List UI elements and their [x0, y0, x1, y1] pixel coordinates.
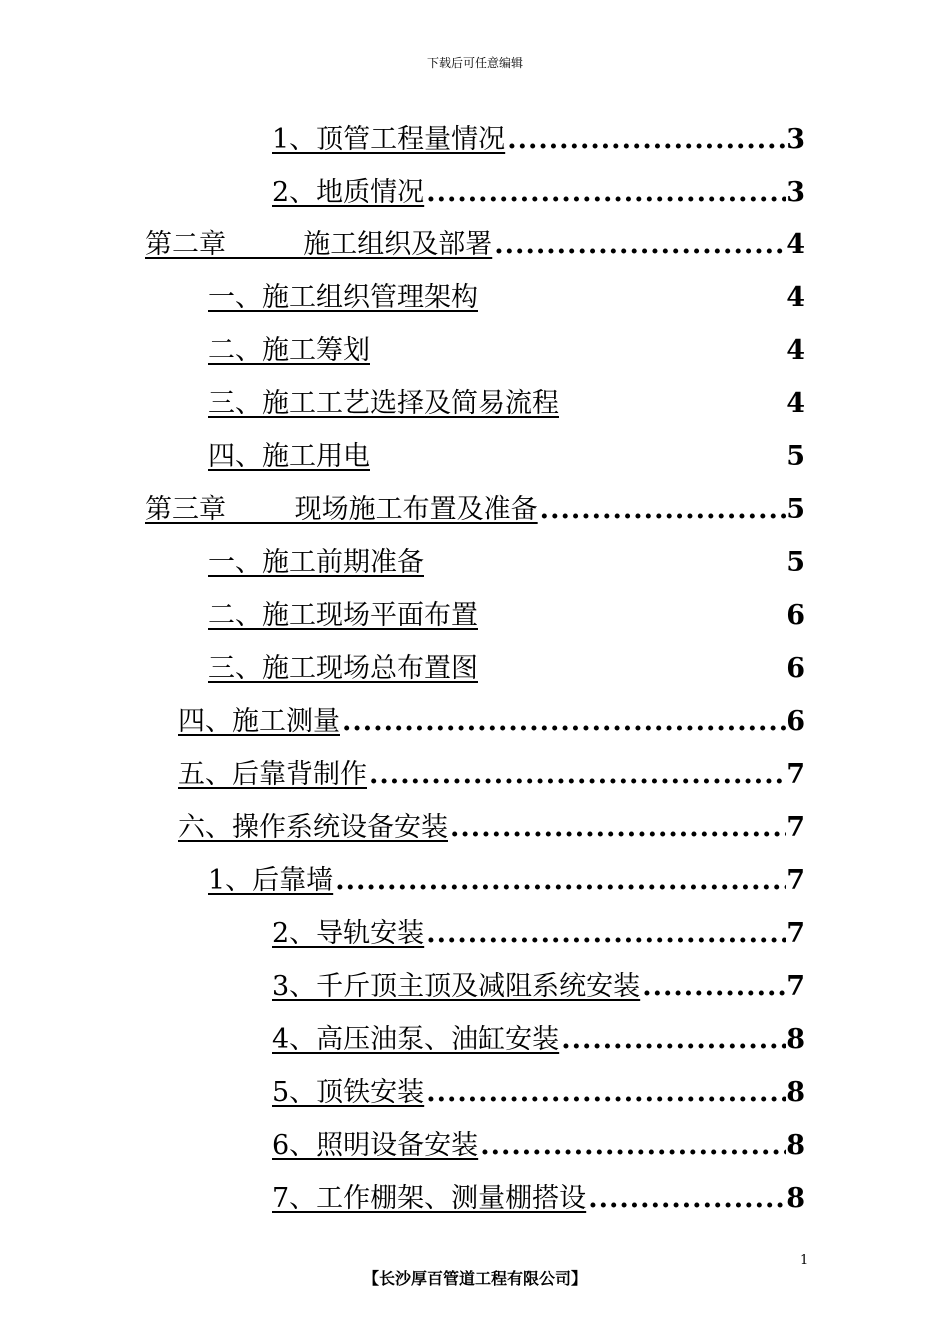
toc-entry-label: 4、高压油泵、油缸安装 [272, 1024, 560, 1055]
toc-entry-label: 第二章 施工组织及部署 [145, 229, 493, 260]
page-number: 1 [800, 1253, 809, 1268]
toc-entry-page: 6 [786, 653, 805, 684]
toc-entry[interactable] [272, 1017, 805, 1057]
toc-entry-label: 二、施工现场平面布置 [208, 600, 478, 631]
toc-dot-leader [450, 811, 786, 845]
toc-dot-leader [588, 1182, 786, 1216]
toc-entry[interactable] [208, 381, 805, 421]
company-footer: 【长沙厚百管道工程有限公司】 [362, 1269, 587, 1288]
toc-dot-leader [426, 917, 786, 951]
toc-entry-label: 5、顶铁安装 [272, 1077, 425, 1108]
toc-entry[interactable] [178, 805, 805, 845]
toc-entry-page: 8 [786, 1024, 805, 1055]
toc-dot-leader [426, 1076, 786, 1110]
toc-entry[interactable] [272, 1123, 805, 1163]
toc-entry-page: 7 [786, 918, 805, 949]
toc-entry-page: 8 [786, 1130, 805, 1161]
toc-entry-page: 7 [786, 812, 805, 843]
toc-entry-page: 6 [786, 706, 805, 737]
toc-dot-leader [642, 970, 786, 1004]
toc-dot-leader [540, 493, 787, 527]
toc-entry-page: 3 [786, 124, 805, 155]
toc-entry-label: 1、顶管工程量情况 [272, 124, 506, 155]
toc-entry[interactable] [208, 593, 805, 633]
toc-entry-page: 7 [786, 971, 805, 1002]
toc-entry-page: 5 [786, 547, 805, 578]
toc-entry[interactable] [145, 487, 805, 527]
toc-entry[interactable] [272, 911, 805, 951]
toc-entry[interactable] [208, 434, 805, 474]
toc-entry-label: 四、施工用电 [208, 441, 370, 472]
toc-entry-label: 2、导轨安装 [272, 918, 425, 949]
toc-entry-label: 第三章 现场施工布置及准备 [145, 494, 538, 525]
toc-entry-label: 7、工作棚架、测量棚搭设 [272, 1183, 587, 1214]
toc-dot-leader [480, 1129, 786, 1163]
toc-entry-label: 一、施工组织管理架构 [208, 282, 478, 313]
toc-entry-label: 3、千斤顶主顶及减阻系统安装 [272, 971, 641, 1002]
toc-entry-page: 4 [786, 335, 805, 366]
toc-entry-page: 4 [786, 229, 805, 260]
toc-dot-leader [494, 228, 786, 262]
toc-dot-leader [426, 176, 786, 210]
toc-dot-leader [507, 123, 786, 157]
toc-entry-page: 6 [786, 600, 805, 631]
toc-entry[interactable] [272, 1176, 805, 1216]
toc-entry-page: 4 [786, 282, 805, 313]
toc-entry[interactable] [272, 170, 805, 210]
toc-entry-label: 三、施工工艺选择及简易流程 [208, 388, 559, 419]
toc-entry-label: 三、施工现场总布置图 [208, 653, 478, 684]
toc-entry-label: 六、操作系统设备安装 [178, 812, 448, 843]
toc-entry[interactable] [272, 964, 805, 1004]
toc-entry[interactable] [145, 222, 805, 262]
toc-entry[interactable] [208, 646, 805, 686]
toc-entry-label: 1、后靠墙 [208, 865, 334, 896]
toc-entry[interactable] [178, 699, 805, 739]
toc-entry-page: 8 [786, 1183, 805, 1214]
toc-entry[interactable] [272, 1070, 805, 1110]
toc-entry[interactable] [208, 540, 805, 580]
toc-entry[interactable] [178, 752, 805, 792]
toc-entry-label: 五、后靠背制作 [178, 759, 367, 790]
toc-entry-page: 7 [786, 759, 805, 790]
toc-entry[interactable] [208, 328, 805, 368]
toc-entry-page: 5 [786, 494, 805, 525]
toc-entry-label: 6、照明设备安装 [272, 1130, 479, 1161]
toc-entry-page: 7 [786, 865, 805, 896]
toc-entry-label: 一、施工前期准备 [208, 547, 424, 578]
toc-entry-label: 2、地质情况 [272, 177, 425, 208]
toc-entry-label: 四、施工测量 [178, 706, 340, 737]
toc-entry-page: 4 [786, 388, 805, 419]
toc-dot-leader [335, 864, 786, 898]
toc-entry[interactable] [272, 117, 805, 157]
toc-dot-leader [342, 705, 786, 739]
toc-entry[interactable] [208, 858, 805, 898]
toc-entry-label: 二、施工筹划 [208, 335, 370, 366]
toc-dot-leader [369, 758, 786, 792]
toc-entry[interactable] [208, 275, 805, 315]
toc-entry-page: 8 [786, 1077, 805, 1108]
toc-dot-leader [561, 1023, 786, 1057]
page-header: 下载后可任意编辑 [426, 56, 523, 70]
toc-entry-page: 5 [786, 441, 805, 472]
toc-entry-page: 3 [786, 177, 805, 208]
